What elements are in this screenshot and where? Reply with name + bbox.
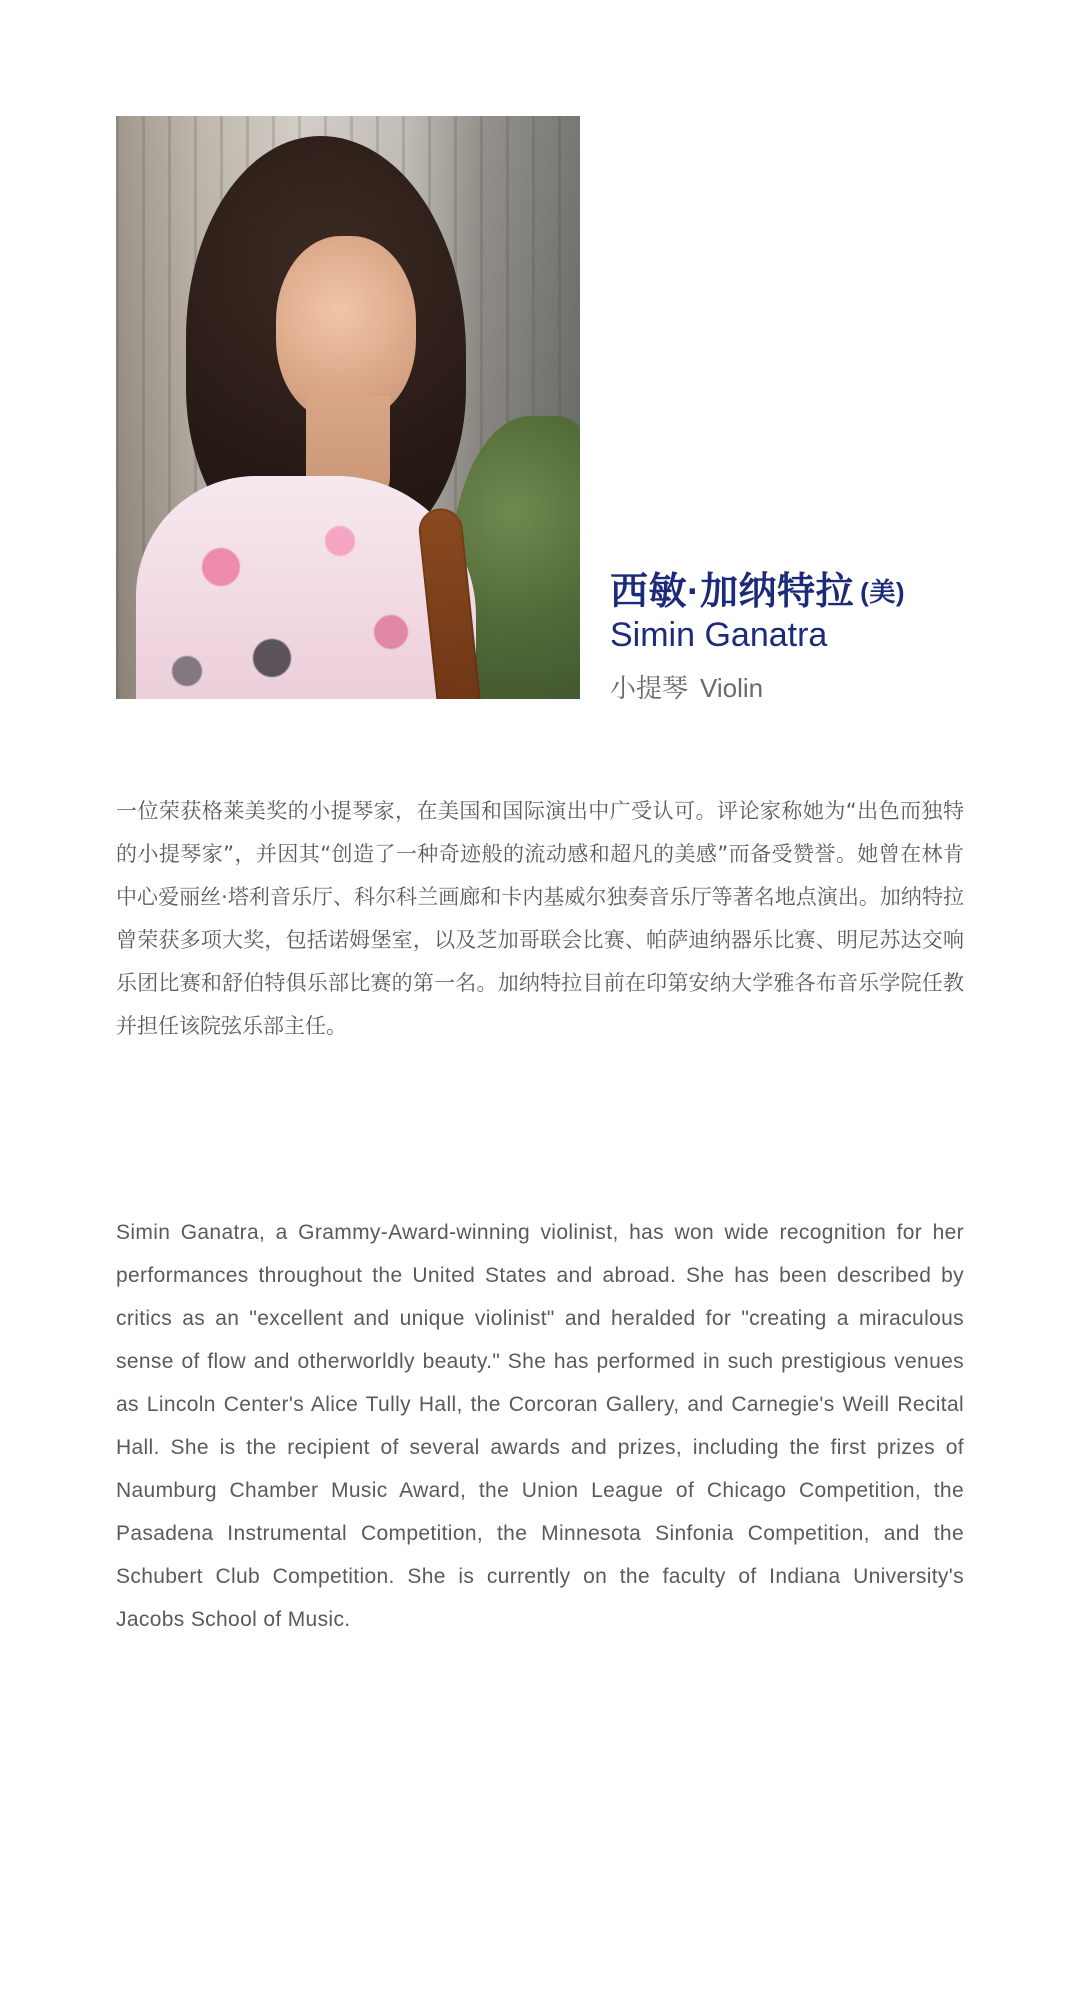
instrument-english: Violin (700, 673, 764, 703)
photo-face (276, 236, 416, 421)
country-label: (美) (860, 577, 905, 607)
bio-paragraph-chinese: 一位荣获格莱美奖的小提琴家，在美国和国际演出中广受认可。评论家称她为“出色而独特的小提琴家”，并因其“创造了一种奇迹般的流动感和超凡的美感”而备受赞誉。她曾在林肯中心爱丽丝·塔利音乐厅、科尔科兰画廊和卡内基威尔独奏音乐厅等著名地点演出。加纳特拉曾荣获多项大奖，包括诺姆堡室，以及芝加哥联会比赛、帕萨迪纳器乐比赛、明尼苏达交响乐团比赛和舒伯特俱乐部比赛的第一名。加纳特拉目前在印第安纳大学雅各布音乐学院任教并担任该院弦乐部主任。 (116, 799, 964, 1038)
name-english: Simin Ganatra (610, 616, 828, 654)
name-chinese (610, 560, 905, 615)
instrument-chinese: 小提琴 (610, 673, 689, 703)
bio-paragraph-english: Simin Ganatra, a Grammy-Award-winning violinist, has won wide recognition for her performances throughout the United States and abroad. She has been described by critics as an "excellent and unique violinist" and heralded for "creating a miraculous sense of flow and otherworldly beauty." She has performed in such prestigious venues as Lincoln Center's Alice Tully Hall, the Corcoran Gallery, and Carnegie's Weill Recital Hall. She is the recipient of several awards and prizes, including the first prizes of Naumburg Chamber Music Award, the Union League of Chicago Competition, the Pasadena Instrumental Competition, the Minnesota Sinfonia Competition, and the Schubert Club Competition. She is currently on the faculty of Indiana University's Jacobs School of Music. (116, 1221, 964, 1631)
instrument-line (610, 668, 763, 705)
name-chinese-text: 西敏·加纳特拉 (610, 571, 855, 613)
portrait-photo (116, 116, 580, 699)
